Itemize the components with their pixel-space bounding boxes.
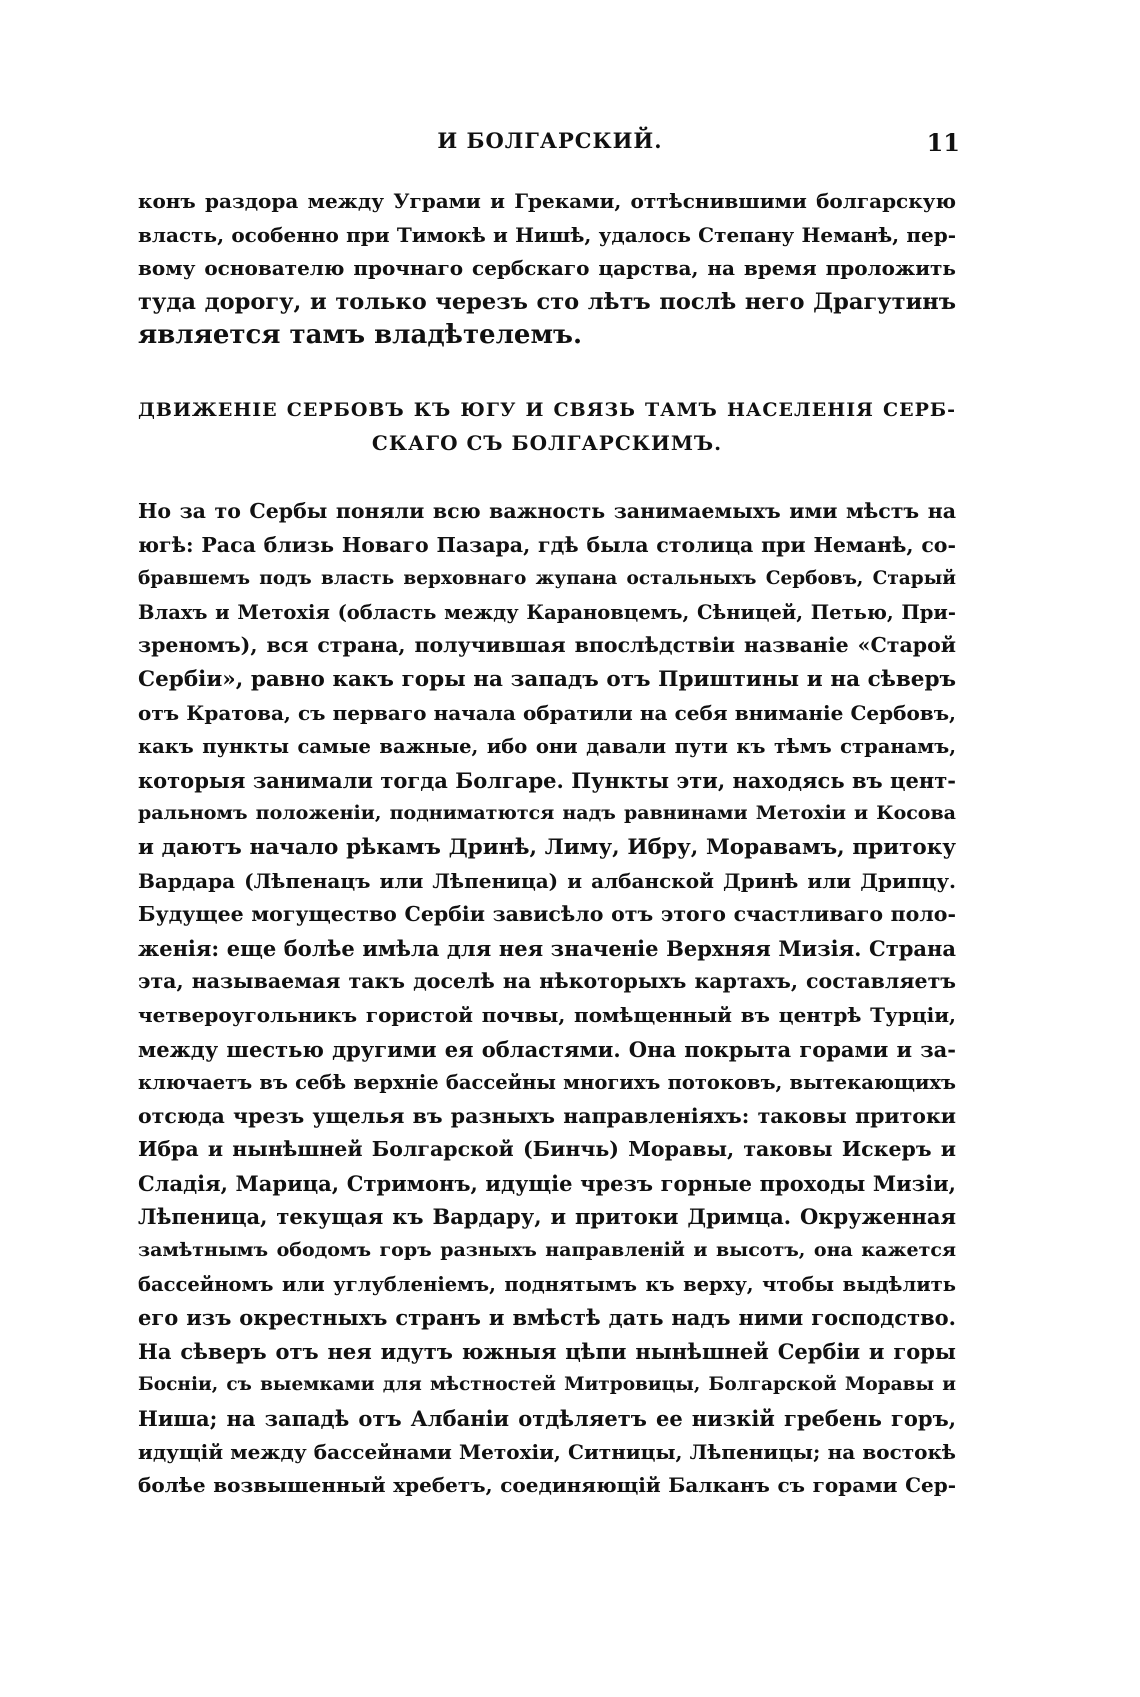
text-line: Лѣпеница, текущая къ Вардару, и притоки Дримца. Окруженная	[138, 1204, 956, 1230]
text-line: отсюда чрезъ ущелья въ разныхъ направленіяхъ: таковы притоки	[138, 1103, 956, 1128]
text-line: власть, особенно при Тимокѣ и Нишѣ, удалось Степану Неманѣ, пер-	[138, 222, 956, 247]
text-line: Вардара (Лѣпенацъ или Лѣпеница) и албанской Дринѣ или Дрипцу.	[138, 868, 956, 893]
text-line: Сербіи», равно какъ горы на западъ отъ Приштины и на сѣверъ	[138, 666, 956, 692]
text-line: его изъ окрестныхъ странъ и вмѣстѣ дать надъ ними господство.	[138, 1305, 956, 1331]
text-line: бравшемъ подъ власть верховнаго жупана остальныхъ Сербовъ, Старый	[138, 568, 956, 590]
text-line: идущій между бассейнами Метохіи, Ситницы, Лѣпеницы; на востокѣ	[138, 1439, 956, 1464]
text-line: Будущее могущество Сербіи зависѣло отъ этого счастливаго поло-	[138, 902, 956, 927]
text-line: конъ раздора между Уграми и Греками, оттѣснившими болгарскую	[138, 189, 956, 213]
text-line: Ниша; на западѣ отъ Албаніи отдѣляетъ ее низкій гребень горъ,	[138, 1406, 956, 1432]
text-line: вому основателю прочнаго сербскаго царства, на время проложить	[138, 256, 956, 281]
text-line: Влахъ и Метохія (область между Карановцемъ, Сѣницей, Петью, При-	[138, 600, 956, 624]
text-line: туда дорогу, и только черезъ сто лѣтъ послѣ него Драгутинъ	[138, 288, 956, 315]
text-line: бассейномъ или углубленіемъ, поднятымъ къ верху, чтобы выдѣлить	[138, 1272, 956, 1296]
text-line: между шестью другими ея областями. Она покрыта горами и за-	[138, 1036, 956, 1062]
text-line: На сѣверъ отъ нея идутъ южныя цѣпи нынѣшней Сербіи и горы	[138, 1338, 956, 1364]
text-line: какъ пункты самые важные, ибо они давали пути къ тѣмъ странамъ,	[138, 735, 956, 759]
text-line: югѣ: Раса близь Новаго Пазара, гдѣ была столица при Неманѣ, со-	[138, 532, 956, 557]
text-line: Ибра и нынѣшней Болгарской (Бинчь) Моравы, таковы Искеръ и	[138, 1137, 956, 1162]
text-line: четвероугольникъ гористой почвы, помѣщенный въ центрѣ Турціи,	[138, 1002, 956, 1027]
section-heading	[138, 394, 956, 460]
text-line: зреномъ), вся страна, получившая впослѣдствіи названіе «Старой	[138, 633, 956, 658]
text-line: Сладія, Марица, Стримонъ, идущіе чрезъ горные проходы Мизіи,	[138, 1170, 956, 1196]
paragraph-continued	[138, 185, 956, 353]
running-head	[140, 128, 960, 164]
text-line: которыя занимали тогда Болгаре. Пункты эти, находясь въ цент-	[138, 767, 956, 793]
text-line: ключаетъ въ себѣ верхніе бассейны многихъ потоковъ, вытекающихъ	[138, 1071, 956, 1095]
text-line: отъ Кратова, съ перваго начала обратили на себя вниманіе Сербовъ,	[138, 700, 956, 725]
page-number: 11	[926, 128, 960, 157]
text-line: Босніи, съ выемками для мѣстностей Митровицы, Болгарской Моравы и	[138, 1374, 956, 1396]
heading-line: ДВИЖЕНІЕ СЕРБОВЪ КЪ ЮГУ И СВЯЗЬ ТАМЪ НАСЕЛЕНІЯ СЕРБ-	[138, 399, 956, 421]
paragraph-body	[138, 495, 956, 1503]
text-line: болѣе возвышенный хребетъ, соединяющій Балканъ съ горами Сер-	[138, 1473, 956, 1498]
text-line: Но за то Сербы поняли всю важность занимаемыхъ ими мѣстъ на	[138, 499, 956, 523]
text-line: ральномъ положеніи, подниматются надъ равнинами Метохіи и Косова	[138, 802, 956, 825]
text-line: эта, называемая такъ доселѣ на нѣкоторыхъ картахъ, составляетъ	[138, 969, 956, 994]
text-line: женія: еще болѣе имѣла для нея значеніе Верхняя Мизія. Страна	[138, 935, 956, 961]
text-line: и даютъ начало рѣкамъ Дринѣ, Лиму, Ибру, Моравамъ, притоку	[138, 834, 956, 860]
text-line: замѣтнымъ ободомъ горъ разныхъ направленій и высотъ, она кажется	[138, 1239, 956, 1262]
heading-line: СКАГО СЪ БОЛГАРСКИМЪ.	[371, 431, 723, 455]
running-title: И БОЛГАРСКИЙ.	[437, 128, 663, 153]
text-line: является тамъ владѣтелемъ.	[138, 320, 583, 351]
